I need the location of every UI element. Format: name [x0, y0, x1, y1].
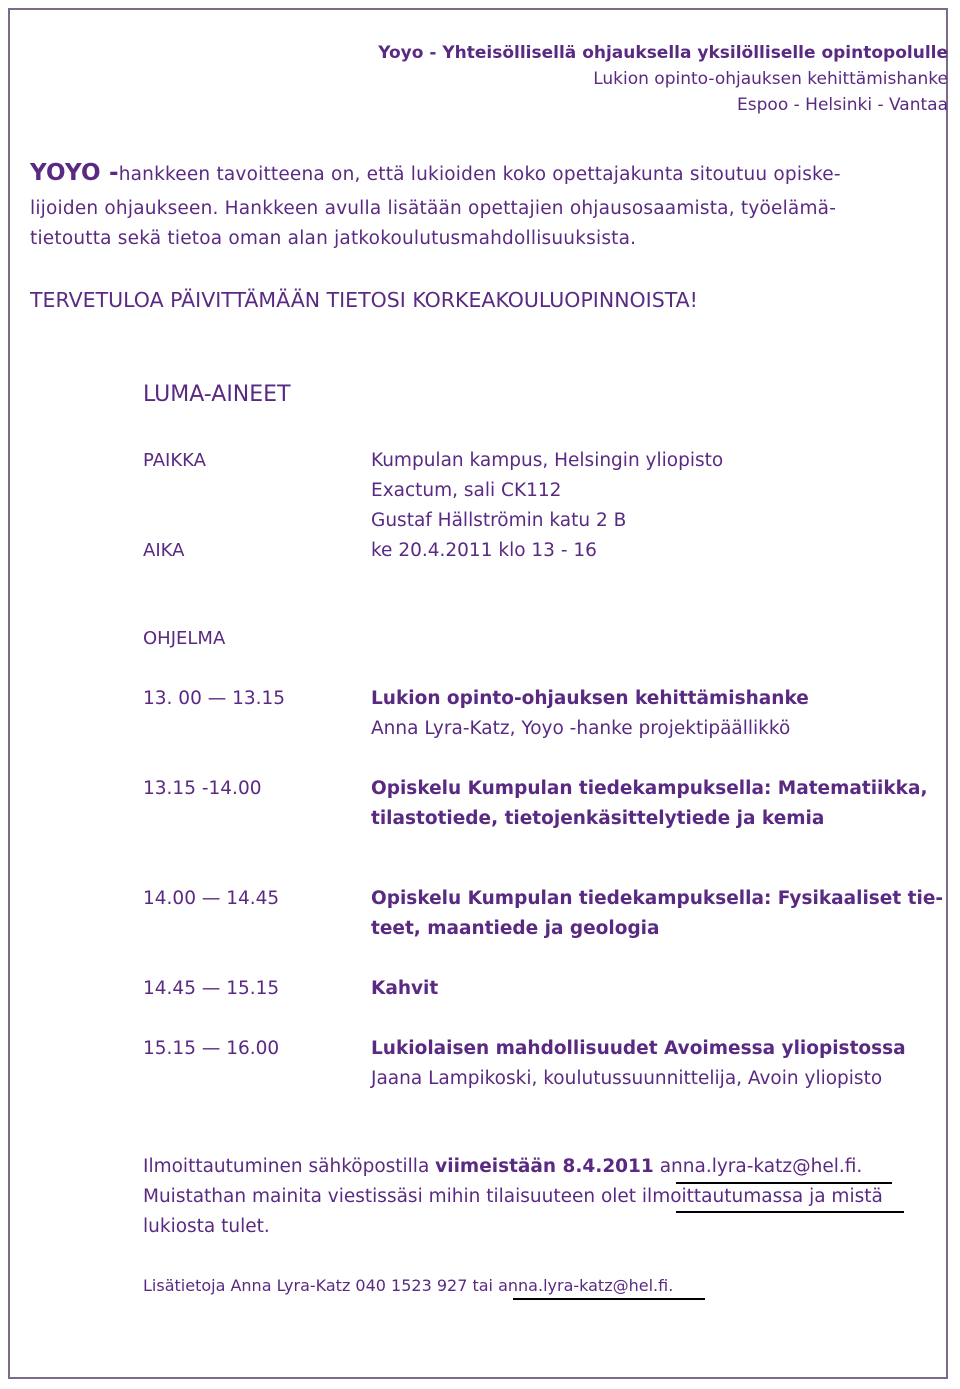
registration-deadline: viimeistään 8.4.2011	[435, 1156, 654, 1177]
program-item-time: 15.15 — 16.00	[143, 1038, 280, 1059]
registration-line-3: lukiosta tulet.	[143, 1216, 270, 1237]
program-item-time: 13. 00 — 13.15	[143, 688, 286, 709]
place-label: PAIKKA	[143, 450, 206, 471]
intro-line-3: tietoutta sekä tietoa oman alan jatkokoulutusmahdollisuuksista.	[30, 228, 637, 249]
program-item-speaker: Jaana Lampikoski, koulutussuunnittelija, Avoin yliopisto	[371, 1068, 883, 1089]
program-item-title: Lukiolaisen mahdollisuudet Avoimessa yliopistossa	[371, 1038, 906, 1059]
place-line-2: Exactum, sali CK112	[371, 480, 562, 501]
place-line-3: Gustaf Hällströmin katu 2 B	[371, 510, 627, 531]
program-item-time: 14.45 — 15.15	[143, 978, 280, 999]
time-label: AIKA	[143, 540, 185, 561]
text-underline	[676, 1211, 904, 1213]
intro-line-2: lijoiden ohjaukseen. Hankkeen avulla lisätään opettajien ohjausosaamista, työelämä-	[30, 198, 837, 219]
header-project-title: Yoyo - Yhteisöllisellä ohjauksella yksilölliselle opintopolulle	[378, 43, 948, 63]
place-line-1: Kumpulan kampus, Helsingin yliopisto	[371, 450, 724, 471]
program-item-speaker: Anna Lyra-Katz, Yoyo -hanke projektipäällikkö	[371, 718, 791, 739]
welcome-heading: TERVETULOA PÄIVITTÄMÄÄN TIETOSI KORKEAKOULUOPINNOISTA!	[30, 288, 698, 312]
header-project-subtitle: Lukion opinto-ohjauksen kehittämishanke	[593, 69, 948, 89]
info-prefix: Lisätietoja Anna Lyra-Katz 040 1523 927 tai	[143, 1276, 499, 1295]
info-email-underline	[513, 1298, 705, 1300]
registration-line-2: Muistathan mainita viestissäsi mihin tilaisuuteen olet ilmoittautumassa ja mistä	[143, 1186, 883, 1207]
program-item-title: Opiskelu Kumpulan tiedekampuksella: Fysikaaliset tie-	[371, 888, 944, 909]
time-value: ke 20.4.2011 klo 13 - 16	[371, 540, 597, 561]
program-item-title-cont: teet, maantiede ja geologia	[371, 918, 660, 939]
registration-prefix: Ilmoittautuminen sähköpostilla	[143, 1156, 436, 1177]
program-title: OHJELMA	[143, 628, 226, 649]
section-title: LUMA-AINEET	[143, 382, 291, 407]
registration-email-link[interactable]: anna.lyra-katz@hel.fi.	[659, 1156, 863, 1177]
program-item-title-cont: tilastotiede, tietojenkäsittelytiede ja kemia	[371, 808, 825, 829]
program-item-title: Kahvit	[371, 978, 439, 999]
info-line	[143, 1276, 673, 1295]
registration-line-1	[143, 1156, 862, 1177]
program-item-time: 14.00 — 14.45	[143, 888, 280, 909]
intro-lead: YOYO -	[30, 160, 119, 186]
program-item-title: Lukion opinto-ohjauksen kehittämishanke	[371, 688, 809, 709]
program-item-title: Opiskelu Kumpulan tiedekampuksella: Matematiikka,	[371, 778, 928, 799]
program-item-time: 13.15 -14.00	[143, 778, 262, 799]
intro-line-1-text: hankkeen tavoitteena on, että lukioiden koko opettajakunta sitoutuu opiske-	[118, 164, 841, 185]
email-underline	[676, 1182, 892, 1184]
header-cities: Espoo - Helsinki - Vantaa	[737, 95, 948, 115]
info-email-link[interactable]: anna.lyra-katz@hel.fi.	[498, 1276, 674, 1295]
intro-line-1	[30, 160, 841, 186]
